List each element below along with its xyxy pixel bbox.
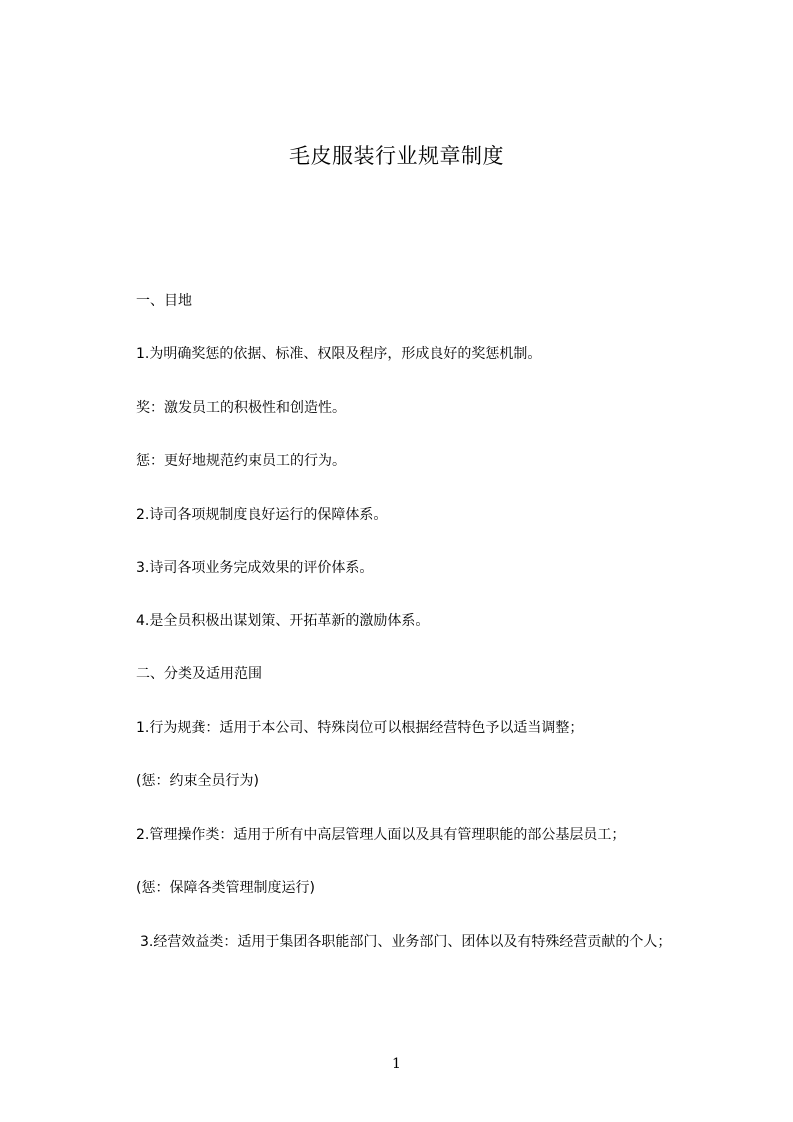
paragraph: 3.经营效益类：适用于集团各职能部门、业务部门、团体以及有特殊经营贡献的个人； [140, 934, 672, 950]
paragraph: 3.诗司各项业务完成效果的评价体系。 [136, 560, 374, 576]
paragraph: 奖：激发员工的积极性和创造性。 [136, 400, 346, 416]
document-title: 毛皮服装行业规章制度 [289, 144, 504, 168]
page-number: 1 [392, 1056, 401, 1072]
paragraph: 4.是全员积极出谋划策、开拓革新的激励体系。 [136, 613, 430, 629]
paragraph: 1.行为规龚：适用于本公司、特殊岗位可以根据经营特色予以适当调整； [136, 720, 584, 736]
paragraph: 惩：更好地规范约束员工的行为。 [136, 453, 346, 469]
paragraph: (惩：保障各类管理制度运行) [136, 880, 315, 896]
paragraph: 2.管理操作类：适用于所有中高层管理人面以及具有管理职能的部公基层员工； [136, 827, 626, 843]
paragraph: 2.诗司各项规制度良好运行的保障体系。 [136, 507, 388, 523]
paragraph: 1.为明确奖惩的依据、标准、权限及程序，形成良好的奖惩机制。 [136, 346, 542, 362]
paragraph: (惩：约束全员行为) [136, 773, 259, 789]
section-heading: 二、分类及适用范围 [136, 666, 262, 682]
section-heading: 一、目地 [136, 293, 192, 309]
